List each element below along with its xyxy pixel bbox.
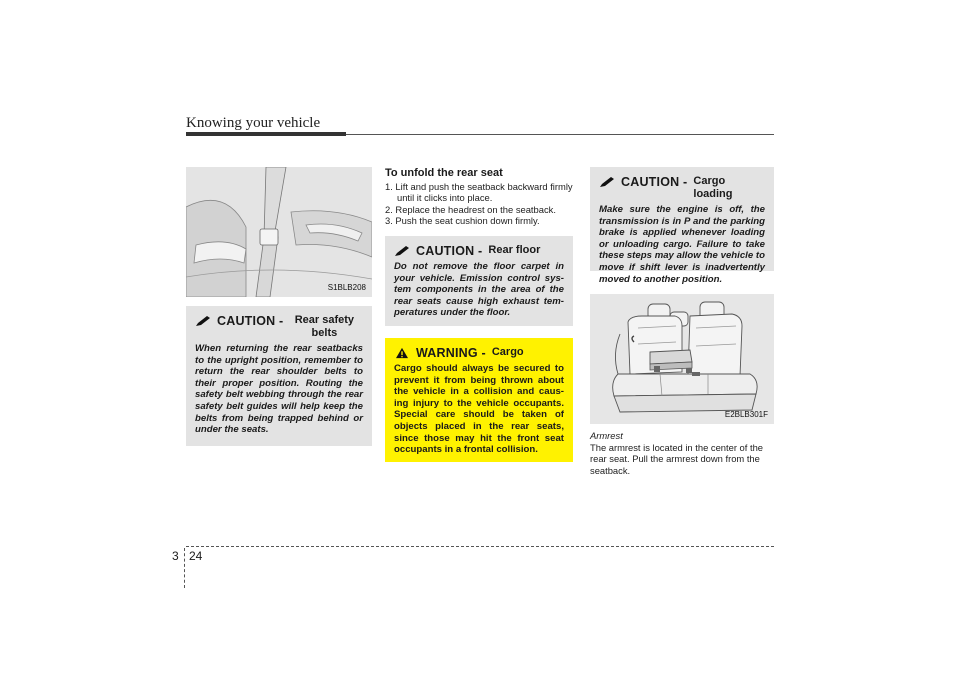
caution-box-rear-safety-belts bbox=[186, 306, 372, 446]
step-item: 2. Replace the headrest on the seatback. bbox=[385, 203, 556, 215]
seatbelt-drawing bbox=[186, 167, 372, 297]
footer-vertical-rule bbox=[184, 548, 185, 588]
step-item: 1. Lift and push the seatback backward firmly until it clicks into place. bbox=[385, 181, 573, 204]
page-number: 24 bbox=[189, 549, 203, 563]
caution-header bbox=[394, 244, 564, 258]
section-heading: To unfold the rear seat bbox=[385, 167, 503, 179]
footer-dashed-rule bbox=[186, 546, 774, 547]
pencil-icon bbox=[195, 315, 211, 327]
warning-keyword: WARNING - bbox=[416, 346, 486, 360]
armrest-caption: Armrest bbox=[590, 430, 623, 441]
caution-body: When returning the rear seatbacks to the upright position, remember to return the rear shoulder belts to their proper position. Routing the safety belt webbing through the rear safety belt guides will help keep the belts from being trapped behind or under the seats. bbox=[195, 343, 363, 436]
warning-body: Cargo should always be secured to prevent it from being thrown about the vehicle in a collision and caus-ing injury to the vehicle occupants. Special care should be taken of objects placed in the rear seats, since those may hit the front seat occupants in a frontal collision. bbox=[394, 363, 564, 456]
header-accent-bar bbox=[186, 132, 346, 136]
caution-keyword: CAUTION - bbox=[416, 244, 483, 258]
rear-seat-drawing bbox=[590, 294, 774, 424]
armrest-description: The armrest is located in the center of the rear seat. Pull the armrest down from the seatback. bbox=[590, 442, 764, 476]
unfold-steps bbox=[385, 181, 573, 227]
warning-header bbox=[394, 346, 564, 360]
caution-header bbox=[195, 314, 363, 340]
step-item: 3. Push the seat cushion down firmly. bbox=[385, 215, 540, 227]
figure-code: S1BLB208 bbox=[327, 283, 366, 292]
pencil-icon bbox=[394, 245, 410, 257]
warning-title: Cargo bbox=[491, 346, 524, 358]
warning-box-cargo bbox=[385, 338, 573, 462]
figure-code: E2BLB301F bbox=[724, 410, 768, 419]
caution-header bbox=[599, 175, 765, 201]
caution-box-cargo-loading bbox=[590, 167, 774, 285]
warning-triangle-icon bbox=[394, 347, 410, 359]
caution-title: Rear safety belts bbox=[294, 314, 355, 339]
rear-seatbelt-illustration bbox=[186, 167, 372, 297]
caution-body: Do not remove the floor carpet in your vehicle. Emission control sys-tem components in the area of the rear seats cause high exhaust tem-peratures under the floor. bbox=[394, 261, 564, 319]
chapter-number: 3 bbox=[172, 549, 179, 563]
armrest-illustration bbox=[590, 294, 774, 424]
caution-keyword: CAUTION - bbox=[621, 175, 688, 189]
caution-title: Rear floor bbox=[488, 244, 541, 256]
pencil-icon bbox=[599, 176, 615, 188]
section-title: Knowing your vehicle bbox=[186, 115, 321, 131]
caution-title: Cargo loading bbox=[693, 175, 733, 200]
caution-body: Make sure the engine is off, the transmission is in P and the parking brake is applied whenever loading or unloading cargo. Failure to take these steps may allow the vehicle to move if shift lever is inadvertently moved to another position. bbox=[599, 204, 765, 285]
caution-box-rear-floor bbox=[385, 236, 573, 326]
caution-keyword: CAUTION - bbox=[217, 314, 284, 328]
